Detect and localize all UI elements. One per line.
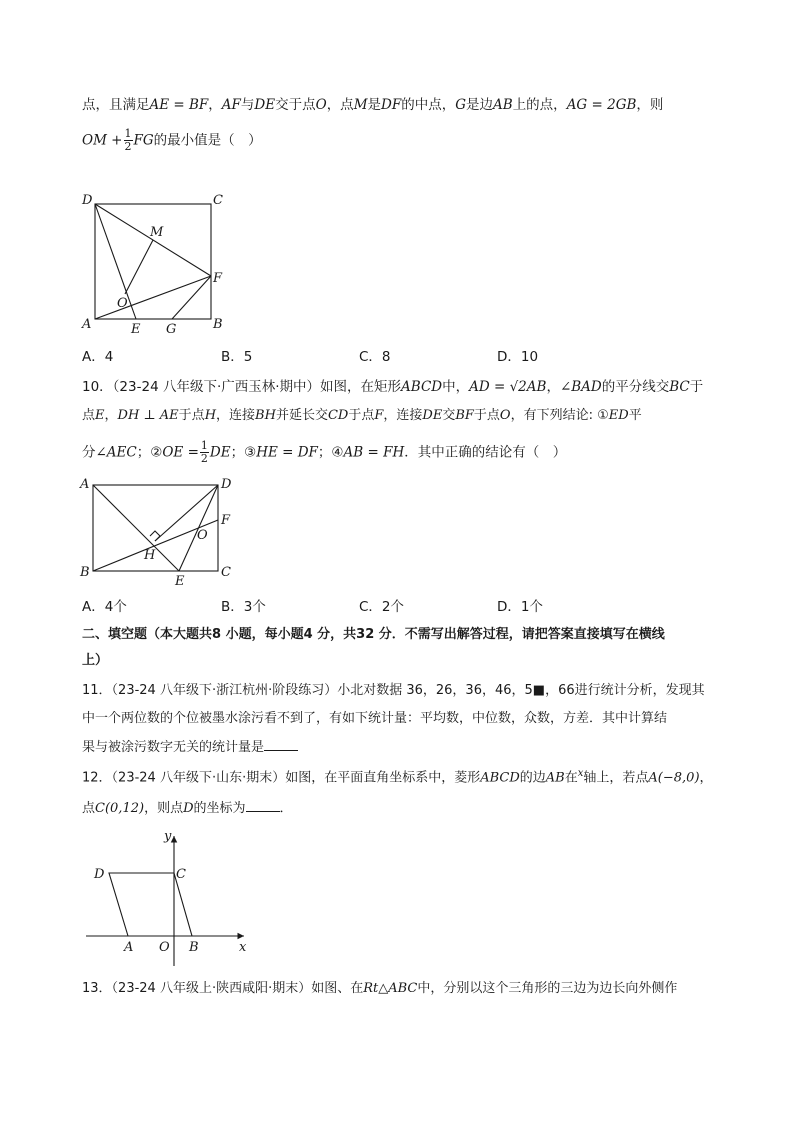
text: 点 [82, 408, 96, 423]
math: Rt△ABC [363, 981, 418, 996]
right-angle-mark [150, 531, 160, 541]
math: CD [327, 408, 349, 423]
answer-blank[interactable] [246, 797, 280, 812]
math: ABCD [401, 379, 443, 395]
text: 12．（23-24 八年级下·山东·期末）如图，在平面直角坐标系中，菱形 [82, 770, 481, 786]
frac-den: 2 [200, 452, 208, 465]
text: ，有下列结论: ① [510, 408, 609, 423]
q10-line2 [82, 406, 642, 426]
math: OM + [82, 132, 123, 149]
math: AB [493, 97, 513, 113]
text: 于 [689, 379, 704, 395]
label-B: B [80, 565, 90, 580]
label-A: A [82, 317, 92, 332]
math: H [204, 408, 217, 423]
text: ， [104, 408, 118, 423]
answer-blank[interactable] [264, 736, 298, 751]
text: 的坐标为 [193, 801, 246, 816]
label-C: C [176, 867, 186, 882]
label-D: D [82, 193, 93, 208]
math: DF [381, 97, 402, 113]
text: ，则点 [144, 801, 184, 816]
text: ；③ [230, 444, 257, 461]
q9-choice-d[interactable]: D．10 [497, 349, 539, 365]
text: 中， [442, 379, 470, 395]
frac-num: 1 [200, 439, 208, 452]
q9-choice-b[interactable]: B．5 [221, 349, 253, 365]
label-G: G [166, 322, 177, 337]
text: ． [279, 801, 293, 816]
q9-line1 [82, 95, 663, 115]
math: AB [545, 770, 565, 786]
segment-af [95, 276, 211, 319]
q9-choice-c[interactable]: C．8 [359, 349, 391, 365]
label-F: F [213, 271, 223, 286]
q10-choice-c[interactable]: C．2个 [359, 599, 405, 615]
text: 13．（23-24 八年级上·陕西咸阳·期末）如图、在 [82, 981, 364, 996]
math: D [183, 801, 194, 816]
text: ， [699, 770, 713, 786]
math: DE [254, 97, 276, 113]
text: 果与被涂污数字无关的统计量是 [82, 740, 265, 755]
label-M: M [150, 225, 164, 240]
label-C: C [213, 193, 223, 208]
q13-line1 [82, 979, 677, 999]
label-D: D [94, 867, 105, 882]
segment-om [125, 240, 153, 294]
text: 中，分别以这个三角形的三边为边长向外侧作 [417, 981, 678, 996]
math: FG [133, 132, 154, 149]
q10-choice-d[interactable]: D．1个 [497, 599, 543, 615]
text: 10．（23-24 八年级下·广西玉林·期中）如图，在矩形 [82, 379, 402, 395]
q10-line1 [82, 377, 703, 397]
text: 是边 [466, 97, 494, 113]
math: AD = √2AB [469, 379, 547, 395]
label-F: F [221, 513, 231, 528]
math: OE = [162, 444, 199, 461]
text: 在 [564, 770, 578, 786]
label-O: O [117, 296, 128, 311]
text: ，点 [326, 97, 354, 113]
q9-choice-a[interactable]: A．4 [82, 349, 114, 365]
section2-heading-line1: 二、填空题（本大题共8 小题，每小题4 分，共32 分．不需写出解答过程，请把答案直接填写在横线 [82, 627, 665, 642]
text: 交 [442, 408, 456, 423]
fraction [124, 128, 133, 153]
text: ，连接 [383, 408, 423, 423]
text: ， [546, 379, 560, 395]
q10-choice-b[interactable]: B．3个 [221, 599, 266, 615]
math: ∠BAD [559, 379, 602, 395]
label-O: O [159, 940, 170, 955]
math: F [374, 408, 384, 423]
frac-num: 1 [124, 127, 132, 140]
math: O [499, 408, 511, 423]
label-E: E [175, 574, 185, 589]
text: 于点 [178, 408, 205, 423]
math: BF [455, 408, 474, 423]
text: 的平分线交 [601, 379, 670, 395]
label-E: E [131, 322, 141, 337]
math: DE [422, 408, 443, 423]
fraction [200, 440, 209, 465]
q10-rectangle-figure [78, 472, 248, 590]
math: AB = FH [343, 444, 405, 461]
segment-de [95, 204, 136, 319]
text: ，连接 [216, 408, 256, 423]
label-D: D [221, 477, 232, 492]
math: BC [669, 379, 690, 395]
q9-square-figure [78, 190, 238, 340]
math: DE [209, 444, 231, 461]
label-C: C [221, 565, 231, 580]
segment-fg [172, 276, 211, 319]
q11-line2: 中一个两位数的个位被墨水涂污看不到了，有如下统计量：平均数，中位数，众数，方差．其中计算结 [82, 711, 668, 726]
math: C(0,12) [95, 801, 145, 816]
label-H: H [144, 548, 156, 563]
label-y-axis: y [164, 829, 172, 844]
text: ．其中正确的结论有（ ） [404, 444, 567, 461]
text: 的边 [519, 770, 546, 786]
text: 上的点， [512, 97, 567, 113]
math: A(−8,0) [648, 770, 700, 786]
rhombus-abcd [109, 873, 192, 936]
math: x [577, 768, 584, 779]
label-x-axis: x [239, 940, 247, 955]
text: 点 [82, 801, 96, 816]
text: 的最小值是（ ） [153, 132, 262, 149]
text: 平 [628, 408, 642, 423]
math: AF [221, 97, 241, 113]
label-A: A [80, 477, 90, 492]
text: 于点 [348, 408, 375, 423]
text: ；② [136, 444, 163, 461]
text: 分 [82, 444, 96, 461]
text: 于点 [473, 408, 500, 423]
q12-line1 [82, 764, 713, 788]
label-O: O [197, 528, 208, 543]
q12-line2 [82, 797, 293, 819]
q12-coordinate-figure [84, 826, 259, 968]
q10-line3 [82, 440, 566, 465]
text: 点，且满足 [82, 97, 150, 113]
text: 的中点， [401, 97, 456, 113]
label-B: B [189, 940, 199, 955]
math: AG = 2GB [566, 97, 637, 113]
text: ；④ [317, 444, 344, 461]
math: ED [608, 408, 629, 423]
label-B: B [213, 317, 223, 332]
math: ABCD [480, 770, 520, 786]
math: HE = DF [256, 444, 318, 461]
math: DH ⊥ AE [117, 408, 179, 423]
text: ，则 [636, 97, 664, 113]
text: 与 [240, 97, 255, 113]
q11-line3 [82, 736, 298, 758]
segment-ae [93, 485, 179, 571]
q9-line2 [82, 128, 262, 153]
square-abcd [95, 204, 211, 319]
math: BH [255, 408, 276, 423]
section2-heading-line2: 上） [82, 653, 109, 668]
label-A: A [124, 940, 134, 955]
text: 是 [367, 97, 382, 113]
math: ∠AEC [95, 444, 137, 461]
math: O [315, 97, 327, 113]
q10-choice-a[interactable]: A．4个 [82, 599, 127, 615]
frac-den: 2 [124, 140, 132, 153]
math: E [95, 408, 105, 423]
text: ， [208, 97, 222, 113]
math: AE = BF [149, 97, 209, 113]
text: 并延长交 [275, 408, 328, 423]
math: M [353, 97, 368, 113]
q11-line1: 11．（23-24 八年级下·浙江杭州·阶段练习）小北对数据 36，26，36，46，5■，66进行统计分析，发现其 [82, 683, 705, 698]
math: G [455, 97, 467, 113]
text: 轴上，若点 [583, 770, 649, 786]
text: 交于点 [275, 97, 316, 113]
